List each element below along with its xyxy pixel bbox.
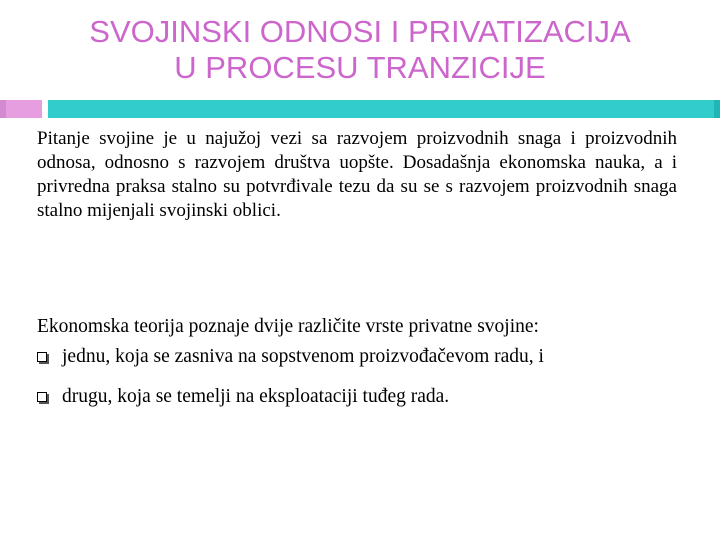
- accent-bar-teal: [48, 100, 720, 118]
- bullet-list: [37, 345, 697, 409]
- accent-bar-pink: [0, 100, 42, 118]
- square-bullet-icon: [37, 352, 47, 362]
- accent-bar-teal-edge: [714, 100, 720, 118]
- bullet-item-2: [37, 385, 697, 409]
- slide-title: [0, 14, 720, 86]
- slide-title-line-2: U PROCESU TRANZICIJE: [174, 50, 546, 85]
- bullet-item-1-text: jednu, koja se zasniva na sopstvenom proizvođačevom radu, i: [62, 346, 544, 367]
- bullet-item-2-text: drugu, koja se temelji na eksploataciji tuđeg rada.: [62, 386, 450, 407]
- accent-bar-pink-edge: [0, 100, 6, 118]
- slide-title-line-1: SVOJINSKI ODNOSI I PRIVATIZACIJA: [89, 14, 631, 49]
- square-bullet-icon: [37, 392, 47, 402]
- bullet-item-1: [37, 345, 697, 385]
- body-paragraph-1: Pitanje svojine je u najužoj vezi sa razvojem proizvodnih snaga i proizvodnih odnosa, odnosno s razvojem društva uopšte. Dosadašnja ekonomska nauka, a i privredna praksa stalno su potvrđivale tezu da su se s razvojem proizvodnih snaga stalno mijenjali svojinski oblici.: [37, 128, 677, 221]
- body-paragraph-2: Ekonomska teorija poznaje dvije različite vrste privatne svojine:: [37, 316, 539, 337]
